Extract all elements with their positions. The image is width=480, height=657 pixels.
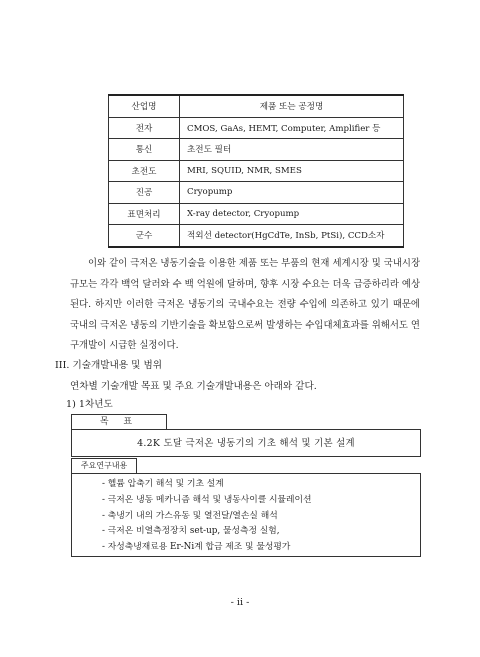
table-header-row bbox=[109, 95, 404, 117]
industry-cell: 진공 bbox=[109, 182, 180, 204]
product-cell: MRI, SQUID, NMR, SMES bbox=[180, 160, 404, 182]
product-cell: X-ray detector, Cryopump bbox=[180, 203, 404, 225]
list-item: - 자성축냉재료용 Er-Ni계 합금 제조 및 물성평가 bbox=[102, 540, 420, 556]
goal-head bbox=[71, 414, 421, 429]
goal-box bbox=[71, 414, 421, 457]
list-item: - 헬륨 압축기 해석 및 기초 설계 bbox=[102, 477, 420, 493]
list-item: - 극저온 비열측정장치 set-up, 물성측정 실험, bbox=[102, 524, 420, 540]
year-label: 1) 1차년도 bbox=[66, 399, 113, 410]
table-row bbox=[109, 182, 404, 204]
task-list bbox=[72, 474, 420, 556]
goal-title: 4.2K 도달 극저온 냉동기의 기초 해석 및 기본 설계 bbox=[71, 429, 421, 457]
list-item: - 축냉기 내의 가스유동 및 열전달/열손실 해석 bbox=[102, 509, 420, 525]
industry-product-table bbox=[108, 94, 404, 248]
industry-cell: 전자 bbox=[109, 117, 180, 139]
goal-label: 목 표 bbox=[71, 414, 167, 429]
table-row bbox=[109, 139, 404, 161]
market-paragraph bbox=[70, 254, 420, 357]
product-cell: 초전도 필터 bbox=[180, 139, 404, 161]
table-row bbox=[109, 117, 404, 139]
product-cell: Cryopump bbox=[180, 182, 404, 204]
page-number: - ii - bbox=[230, 597, 250, 608]
header-product: 제품 또는 공정명 bbox=[180, 95, 404, 117]
intro-text: 연차별 기술개발 목표 및 주요 기술개발내용은 아래와 같다. bbox=[70, 381, 317, 392]
table-row bbox=[109, 203, 404, 225]
product-cell: 적외선 detector(HgCdTe, InSb, PtSi), CCD소자 bbox=[180, 225, 404, 247]
paragraph-text: 이와 같이 극저온 냉동기술을 이용한 제품 또는 부품의 현재 세계시장 및 국내시장 규모는 각각 백억 달러와 수 백 억원에 달하며, 향후 시장 수요는 더욱 급증하리라 예상된다. 하지만 이러한 극저온 냉동기의 국내수요는 전량 수입에 의존하고 있기 때문에 국내의 극저온 냉동의 기반기술을 확보함으로써 발생하는 수입대체효과를 위해서도 연구개발이 시급한 실정이다. bbox=[70, 258, 420, 351]
research-content-box bbox=[71, 458, 421, 557]
content-label: 주요연구내용 bbox=[71, 458, 137, 473]
content-body bbox=[71, 473, 421, 557]
product-cell: CMOS, GaAs, HEMT, Computer, Amplifier 등 bbox=[180, 117, 404, 139]
list-item: - 극저온 냉동 메카니즘 해석 및 냉동사이클 시뮬레이션 bbox=[102, 493, 420, 509]
section-heading: III. 기술개발내용 및 범위 bbox=[55, 360, 162, 371]
industry-cell: 군수 bbox=[109, 225, 180, 247]
industry-cell: 초전도 bbox=[109, 160, 180, 182]
table-row bbox=[109, 160, 404, 182]
industry-cell: 통신 bbox=[109, 139, 180, 161]
industry-cell: 표면처리 bbox=[109, 203, 180, 225]
table-row bbox=[109, 225, 404, 247]
header-industry: 산업명 bbox=[109, 95, 180, 117]
